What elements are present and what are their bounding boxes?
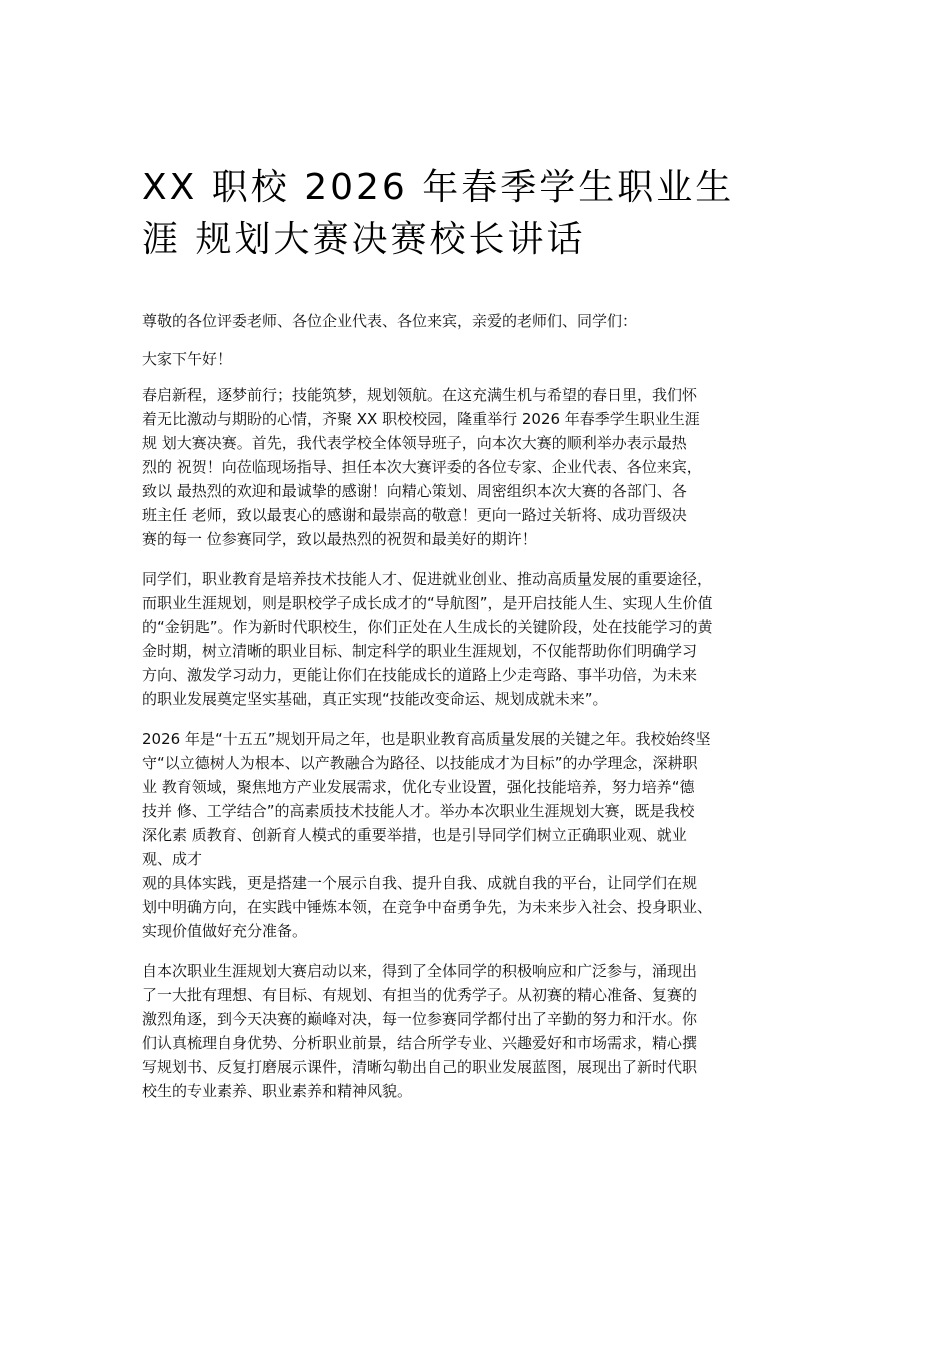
body-paragraph bbox=[142, 383, 812, 551]
text-line: 金时期，树立清晰的职业目标、制定科学的职业生涯规划，不仅能帮助你们明确学习 bbox=[142, 642, 698, 660]
greeting-paragraph bbox=[142, 347, 812, 371]
text-line: 方向、激发学习动力，更能让你们在技能成长的道路上少走弯路、事半功倍，为未来 bbox=[142, 666, 698, 684]
text-line: 技并 修、工学结合”的高素质技术技能人才。举办本次职业生涯规划大赛，既是我校 bbox=[142, 802, 695, 820]
text-line: 写规划书、反复打磨展示课件，清晰勾勒出自己的职业发展蓝图，展现出了新时代职 bbox=[142, 1058, 698, 1076]
text-line: 的“金钥匙”。作为新时代职校生，你们正处在人生成长的关键阶段，处在技能学习的黄 bbox=[142, 618, 713, 636]
text-line: 春启新程，逐梦前行；技能筑梦，规划领航。在这充满生机与希望的春日里，我们怀 bbox=[142, 386, 698, 404]
text-line: 观的具体实践，更是搭建一个展示自我、提升自我、成就自我的平台，让同学们在规 bbox=[142, 874, 698, 892]
text-line: 划中明确方向，在实践中锤炼本领，在竞争中奋勇争先，为未来步入社会、投身职业、 bbox=[142, 898, 713, 916]
text-line: 而职业生涯规划，则是职校学子成长成才的“导航图”，是开启技能人生、实现人生价值 bbox=[142, 594, 713, 612]
salutation-paragraph bbox=[142, 309, 812, 333]
text-line: 规 划大赛决赛。首先，我代表学校全体领导班子，向本次大赛的顺利举办表示最热 bbox=[142, 434, 687, 452]
body-paragraph bbox=[142, 567, 812, 711]
text-line: 同学们，职业教育是培养技术技能人才、促进就业创业、推动高质量发展的重要途径， bbox=[142, 570, 713, 588]
text-line: 着无比激动与期盼的心情，齐聚 XX 职校校园，隆重举行 2026 年春季学生职业生涯 bbox=[142, 410, 700, 428]
text-line: 烈的 祝贺！向莅临现场指导、担任本次大赛评委的各位专家、企业代表、各位来宾， bbox=[142, 458, 702, 476]
document-title bbox=[142, 162, 802, 266]
text-line: 守“以立德树人为根本、以产教融合为路径、以技能成才为目标”的办学理念，深耕职 bbox=[142, 754, 698, 772]
text-line: 班主任 老师，致以最衷心的感谢和最崇高的敬意！更向一路过关斩将、成功晋级决 bbox=[142, 506, 687, 524]
text-line: 了一大批有理想、有目标、有规划、有担当的优秀学子。从初赛的精心准备、复赛的 bbox=[142, 986, 698, 1004]
text-line: 激烈角逐，到今天决赛的巅峰对决，每一位参赛同学都付出了辛勤的努力和汗水。你 bbox=[142, 1010, 698, 1028]
text-line: 赛的每一 位参赛同学，致以最热烈的祝贺和最美好的期许！ bbox=[142, 530, 537, 548]
text-line: 深化素 质教育、创新育人模式的重要举措，也是引导同学们树立正确职业观、就业 bbox=[142, 826, 687, 844]
text-line: 业 教育领域，聚焦地方产业发展需求，优化专业设置，强化技能培养，努力培养“德 bbox=[142, 778, 695, 796]
text-line: 2026 年是“十五五”规划开局之年，也是职业教育高质量发展的关键之年。我校始终坚 bbox=[142, 730, 711, 748]
body-paragraph bbox=[142, 959, 812, 1103]
text-line: 观、成才 bbox=[142, 850, 203, 868]
body-paragraph bbox=[142, 727, 812, 943]
document-body bbox=[142, 309, 812, 1113]
text-line: 大家下午好！ bbox=[142, 350, 233, 368]
text-line: 自本次职业生涯规划大赛启动以来，得到了全体同学的积极响应和广泛参与，涌现出 bbox=[142, 962, 698, 980]
title-line: XX 职校 2026 年春季学生职业生 bbox=[142, 167, 735, 208]
text-line: 尊敬的各位评委老师、各位企业代表、各位来宾，亲爱的老师们、同学们： bbox=[142, 312, 638, 330]
title-line: 涯 规划大赛决赛校长讲话 bbox=[142, 219, 586, 260]
text-line: 校生的专业素养、职业素养和精神风貌。 bbox=[142, 1082, 413, 1100]
text-line: 致以 最热烈的欢迎和最诚挚的感谢！向精心策划、周密组织本次大赛的各部门、各 bbox=[142, 482, 687, 500]
text-line: 实现价值做好充分准备。 bbox=[142, 922, 308, 940]
text-line: 的职业发展奠定坚实基础，真正实现“技能改变命运、规划成就未来”。 bbox=[142, 690, 608, 708]
text-line: 们认真梳理自身优势、分析职业前景，结合所学专业、兴趣爱好和市场需求，精心撰 bbox=[142, 1034, 698, 1052]
